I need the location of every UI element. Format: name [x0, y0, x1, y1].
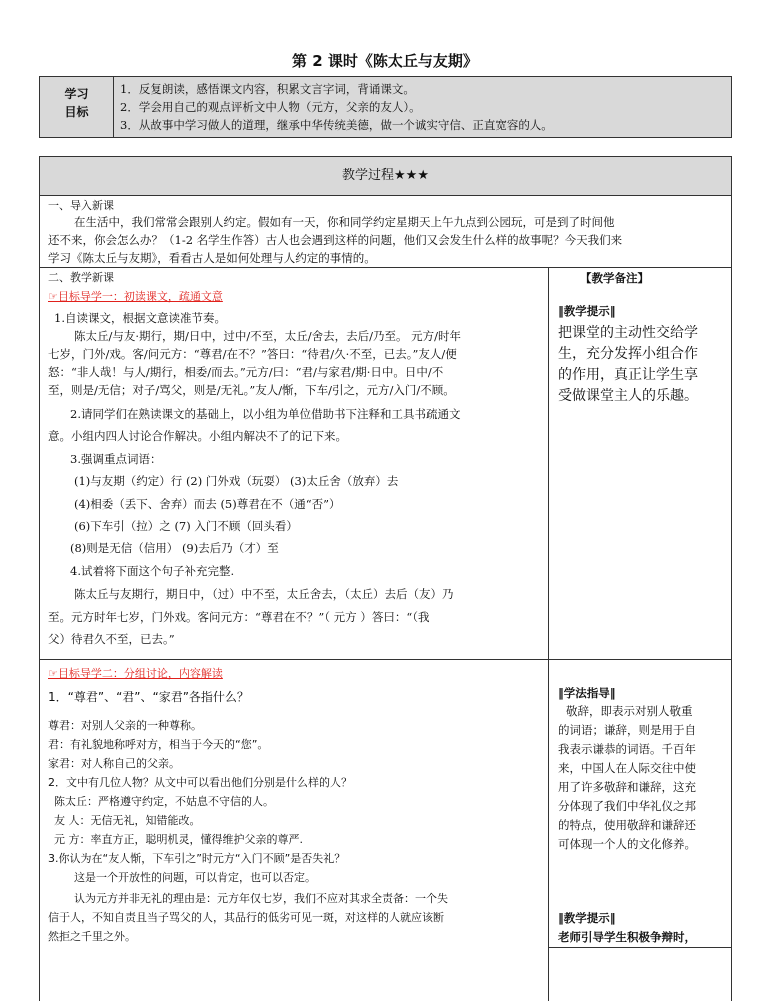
column-divider: [548, 267, 549, 1001]
row-divider: [40, 267, 731, 268]
method-guide-title: ‖学法指导‖: [558, 686, 616, 700]
note-line: 把课堂的主动性交给学: [558, 325, 698, 341]
teaching-process-table: [39, 156, 732, 1001]
page-title: 第 2 课时《陈太丘与友期》: [292, 52, 478, 70]
vocab-line: (4)相委（丢下、舍弃）而去 (5)尊君在不（通“否”）: [74, 497, 341, 511]
note-line: 敬辞，即表示对别人敬重: [566, 704, 693, 718]
text-line: 父）待君久不至，已去。”: [48, 632, 175, 646]
note-line: 生，充分发挥小组合作: [558, 346, 698, 362]
text-line: 至。元方时年七岁，门外戏。客问元方：“尊君在不？”（ 元方 ）答曰：“（我: [48, 610, 430, 624]
answer-line: 君：有礼貌地称呼对方，相当于今天的“您”。: [48, 738, 269, 751]
answer-line: 然拒之千里之外。: [48, 930, 136, 943]
note-line: 的词语；谦辞，则是用于自: [558, 723, 696, 737]
note-line: 老师引导学生积极争辩时，: [558, 930, 696, 944]
note-line: 用了许多敬辞和谦辞，这充: [558, 780, 696, 794]
note-line: 可体现一个人的文化修养。: [558, 837, 696, 851]
question-line: 3.你认为在“友人惭，下车引之”时元方“入门不顾”是否失礼？: [48, 852, 346, 865]
objective-item: 1．反复朗读，感悟课文内容，积累文言字词，背诵课文。: [120, 82, 415, 96]
answer-line: 这是一个开放性的问题，可以肯定，也可以否定。: [74, 871, 316, 884]
question-line: 1．“尊君”、“君”、“家君”各指什么？: [48, 690, 249, 704]
note-line: 来，中国人在人际交往中使: [558, 761, 696, 775]
answer-line: 元 方：率直方正，聪明机灵，懂得维护父亲的尊严.: [54, 833, 303, 846]
answer-line: 信于人，不知自责且当子骂父的人，其品行的低劣可见一斑，对这样的人就应该断: [48, 911, 444, 924]
objective-item: 3．从故事中学习做人的道理，继承中华传统美德，做一个诚实守信、正直宽容的人。: [120, 118, 553, 132]
goal1-heading: ☞目标导学一：初读课文，疏通文意: [48, 290, 223, 303]
objective-item: 2．学会用自己的观点评析文中人物（元方，父亲的友人）。: [120, 100, 421, 114]
text-line: 至，则是/无信；对子/骂父，则是/无礼。”友人/惭，下车/引之，元方/入门/不顾。: [48, 383, 455, 397]
text-line: 3.强调重点词语：: [70, 452, 162, 466]
text-line: 2.请同学们在熟读课文的基础上，以小组为单位借助书下注释和工具书疏通文: [70, 407, 461, 421]
question-line: 2．文中有几位人物？从文中可以看出他们分别是什么样的人？: [48, 776, 352, 789]
section1-heading: 一、导入新课: [48, 199, 114, 212]
note-line: 受做课堂主人的乐趣。: [558, 388, 698, 404]
objectives-list: [120, 80, 553, 134]
note-line: 的特点，使用敬辞和谦辞还: [558, 818, 696, 832]
answer-line: 尊君：对别人父亲的一种尊称。: [48, 719, 202, 732]
notes-header: 【教学备注】: [580, 271, 649, 285]
note-line: 的作用，真正让学生享: [558, 367, 698, 383]
note-line: 我表示谦恭的词语。千百年: [558, 742, 696, 756]
intro-line: 还不来，你会怎么办？（1-2 名学生作答）古人也会遇到这样的问题，他们又会发生什么样的故事呢？今天我们来: [48, 233, 623, 247]
vocab-line: (8)则是无信（信用） (9)去后乃（才）至: [70, 541, 279, 555]
answer-line: 家君：对人称自己的父亲。: [48, 757, 180, 770]
text-line: 4.试着将下面这个句子补充完整.: [70, 564, 235, 578]
text-line: 怒：“非人哉！与人/期行，相委/而去。”元方/曰：“君/与家君/期·日中。日中/不: [48, 365, 444, 379]
note-line: 分体现了我们中华礼仪之邦: [558, 799, 696, 813]
answer-line: 陈太丘：严格遵守约定，不姑息不守信的人。: [54, 795, 274, 808]
intro-line: 在生活中，我们常常会跟别人约定。假如有一天，你和同学约定星期天上午九点到公园玩，可是到了时间他: [74, 215, 615, 229]
text-line: 陈太丘/与友·期行，期/日中，过中/不至，太丘/舍去，去后/乃至。 元方/时年: [74, 329, 462, 343]
text-line: 1.自读课文，根据文意读准节奏。: [54, 311, 226, 325]
objectives-label: [40, 77, 114, 137]
intro-line: 学习《陈太丘与友期》，看看古人是如何处理与人约定的事情的。: [48, 251, 376, 265]
teaching-tip-title: ‖教学提示‖: [558, 911, 616, 925]
text-line: 陈太丘与友期行，期日中，（过）中不至，太丘舍去，（太丘）去后（友）乃: [74, 587, 454, 601]
text-line: 七岁，门外/戏。客/问元方：“尊君/在不？”答曰：“待君/久·不至，已去。”友人/便: [48, 347, 457, 361]
text-line: 意。小组内四人讨论合作解决。小组内解决不了的记下来。: [48, 429, 347, 443]
objectives-label-text: 学习 目标: [64, 87, 89, 119]
goal2-heading: ☞目标导学二：分组讨论，内容解读: [48, 667, 223, 680]
section2-heading: 二、教学新课: [48, 271, 114, 284]
row-divider: [548, 947, 731, 948]
vocab-line: (1)与友期（约定）行 (2) 门外戏（玩耍） (3)太丘舍（放弃）去: [74, 474, 399, 488]
process-header: 教学过程★★★: [40, 157, 731, 196]
vocab-line: (6)下车引（拉）之 (7) 入门不顾（回头看）: [74, 519, 298, 533]
answer-line: 友 人：无信无礼，知错能改。: [54, 814, 201, 827]
row-divider: [40, 659, 731, 660]
teaching-tip-title: ‖教学提示‖: [558, 304, 616, 318]
objectives-table: [39, 76, 732, 138]
answer-line: 认为元方并非无礼的理由是：元方年仅七岁，我们不应对其求全责备：一个失: [74, 892, 448, 905]
